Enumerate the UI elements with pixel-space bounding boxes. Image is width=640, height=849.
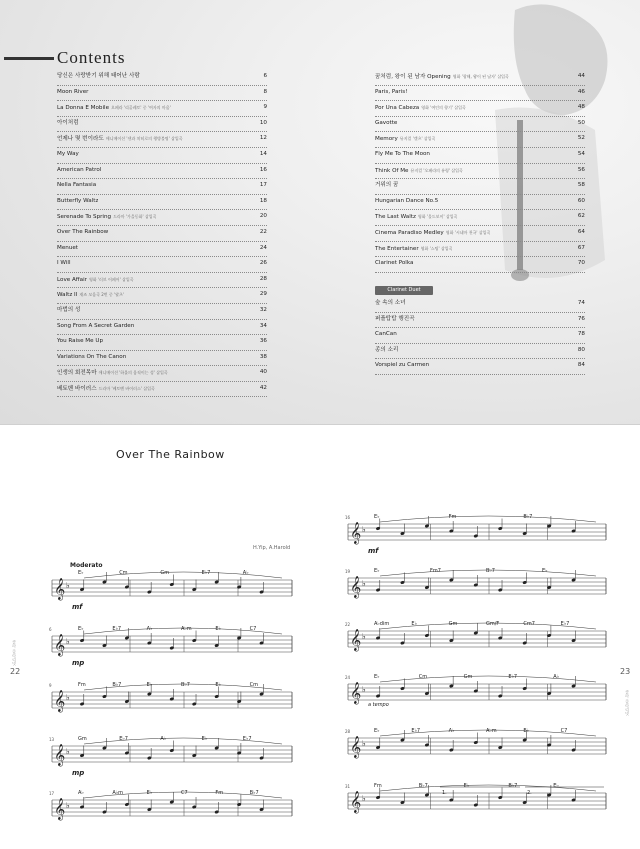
- chord-symbol: C7: [181, 790, 188, 796]
- page-number-left: 22: [10, 667, 21, 676]
- a-tempo-marking: a tempo: [368, 702, 389, 708]
- toc-entry-note: 영화 '시네마 천국' 삽입곡: [445, 229, 491, 235]
- chord-symbol: B♭7: [508, 783, 518, 789]
- treble-clef: 𝄞: [350, 522, 362, 544]
- song-title: Over The Rainbow: [116, 448, 225, 461]
- chord-symbol: A♭m: [112, 790, 123, 796]
- toc-entry-page: 48: [577, 104, 585, 111]
- toc-entry-page: 9: [263, 104, 267, 111]
- key-signature: ♭: [66, 637, 70, 646]
- chord-symbol: Gm: [448, 621, 458, 627]
- toc-entry-note: 드라마 '베토벤 바이러스' 삽입곡: [98, 385, 155, 391]
- toc-entry-note: 뮤지컬 '오페라의 유령' 삽입곡: [410, 167, 463, 173]
- key-signature: ♭: [362, 632, 366, 641]
- chord-symbol: B♭7: [249, 790, 259, 796]
- toc-entry-note: 드라마 '가을동화' 삽입곡: [113, 214, 157, 220]
- chord-symbol: A♭: [78, 790, 84, 796]
- toc-entry-note: 영화 '스팅' 삽입곡: [420, 245, 453, 251]
- toc-entry-page: 78: [577, 331, 585, 338]
- toc-entry-page: 67: [577, 244, 585, 251]
- chord-symbol: Gm: [160, 570, 170, 576]
- treble-clef: 𝄞: [54, 690, 66, 712]
- toc-entry-page: 84: [577, 362, 585, 369]
- toc-entry-title: The Last Waltz 영화 '올드보이' 삽입곡: [375, 214, 458, 221]
- toc-entry-title: Over The Rainbow: [57, 228, 109, 235]
- toc-entry-page: 42: [259, 384, 267, 391]
- toc-entry-title: You Raise Me Up: [57, 338, 103, 345]
- toc-entry-page: 10: [259, 119, 267, 126]
- chord-symbol: E♭: [201, 736, 208, 742]
- toc-entry-title: Love Affair 영화 '러브 어페어' 삽입곡: [57, 276, 134, 283]
- chord-symbol: E♭: [374, 674, 380, 680]
- side-label-right: 클라 클라리넷: [625, 690, 630, 716]
- key-signature: ♭: [66, 747, 70, 756]
- toc-entry-page: 16: [259, 166, 267, 173]
- chord-symbol: E♭: [215, 626, 221, 632]
- chord-symbol: Fm: [78, 682, 86, 688]
- measure-number: 16: [345, 515, 351, 520]
- toc-entry-title: My Way: [57, 150, 79, 157]
- toc-entry-page: 6: [263, 73, 267, 79]
- page-number-right: 23: [620, 667, 631, 676]
- chord-symbol: E♭: [542, 568, 548, 574]
- toc-entry-title: 꿈처럼, 왕이 된 남자 Opening 영화 '광해, 왕이 된 남자' 삽입곡: [375, 74, 509, 80]
- toc-entry-title: 숲 속의 소녀: [375, 300, 406, 306]
- chord-symbol: A♭m: [486, 728, 497, 734]
- chord-symbol: A♭: [448, 728, 455, 734]
- chord-symbol: E♭7: [119, 736, 128, 742]
- treble-clef: 𝄞: [54, 634, 66, 656]
- chord-symbol: E♭: [411, 621, 417, 627]
- chord-symbol: E♭: [146, 790, 153, 796]
- toc-entry-title: CanCan: [375, 331, 397, 338]
- chord-symbol: Gm/F: [486, 621, 500, 627]
- toc-entry-title: 언제나 몇 번이라도 애니메이션 '센과 치히로의 행방불명' 삽입곡: [57, 136, 183, 143]
- composer-credit: H.Yip, A.Harold: [253, 545, 291, 551]
- chord-symbol: A♭dim: [374, 621, 390, 627]
- toc-entry-note: 재즈 모음곡 2번 중 '왈츠': [79, 292, 124, 298]
- toc-entry-title: 퍼플탑탑 행진곡: [375, 315, 415, 322]
- toc-entry-title: 마법의 성: [57, 306, 81, 313]
- treble-clef: 𝄞: [350, 791, 362, 813]
- toc-entry-page: 50: [577, 119, 585, 126]
- toc-entry-note: 오페라 '리골레토' 중 '여자의 마음': [111, 105, 171, 111]
- toc-entry-page: 14: [259, 150, 267, 157]
- toc-entry-title: 거위의 꿈: [375, 182, 399, 189]
- chord-symbol: E♭: [146, 682, 153, 688]
- toc-entry-title: 인생의 회전목마 애니메이션 '하울의 움직이는 성' 삽입곡: [57, 370, 168, 377]
- toc-entry-note: 영화 '광해, 왕이 된 남자' 삽입곡: [452, 74, 509, 79]
- toc-entry-note: 애니메이션 '센과 치히로의 행방불명' 삽입곡: [105, 136, 183, 142]
- chord-symbol: E♭: [374, 728, 380, 734]
- toc-entry-title: Paris, Paris!: [375, 88, 408, 95]
- chord-symbol: B♭7: [486, 568, 495, 574]
- toc-entry-page: 62: [577, 213, 585, 220]
- measure-number: 19: [345, 569, 351, 574]
- toc-entry-page: 64: [577, 228, 585, 235]
- treble-clef: 𝄞: [350, 736, 362, 758]
- toc-entry-page: 36: [259, 338, 267, 345]
- chord-symbol: Fm: [448, 514, 457, 520]
- treble-clef: 𝄞: [54, 744, 66, 766]
- side-label-left: 클라 클라리넷: [12, 640, 17, 666]
- volta-2: 2.: [527, 790, 532, 796]
- chord-symbol: E♭: [78, 626, 84, 632]
- slur: [380, 785, 596, 791]
- chord-symbol: E♭7: [112, 626, 122, 632]
- measure-number: 17: [49, 791, 55, 796]
- toc-entry-note: 영화 '올드보이' 삽입곡: [417, 214, 458, 220]
- key-signature: ♭: [362, 794, 366, 803]
- toc-entry-page: 58: [577, 182, 585, 189]
- toc-entry-page: 22: [259, 228, 267, 235]
- chord-symbol: A♭m: [181, 626, 192, 632]
- chord-symbol: C7: [249, 626, 257, 632]
- toc-entry-title: Fly Me To The Moon: [375, 150, 430, 157]
- chord-symbol: A♭: [146, 626, 153, 632]
- toc-entry-title: 아이처럼: [57, 119, 79, 126]
- toc-entry-page: 34: [259, 322, 267, 329]
- chord-symbol: E♭: [215, 682, 221, 688]
- measure-number: 24: [345, 675, 351, 680]
- chord-symbol: E♭: [553, 783, 559, 789]
- key-signature: ♭: [66, 581, 70, 590]
- chord-symbol: Fm: [215, 790, 224, 796]
- toc-entry-page: 28: [259, 275, 267, 282]
- toc-entry-page: 80: [577, 346, 585, 353]
- toc-entry-page: 60: [577, 197, 585, 204]
- chord-symbol: C7: [560, 728, 568, 734]
- slur: [84, 738, 282, 744]
- chord-symbol: A♭: [553, 674, 559, 680]
- dynamic-marking: mf: [368, 547, 379, 555]
- chord-symbol: E♭: [374, 514, 380, 520]
- toc-entry-note: 애니메이션 '하울의 움직이는 성' 삽입곡: [98, 370, 168, 376]
- toc-entry-title: Moon River: [57, 88, 89, 95]
- measure-number: 22: [345, 622, 351, 627]
- toc-entry-page: 56: [577, 166, 585, 173]
- key-signature: ♭: [362, 739, 366, 748]
- chord-symbol: B♭7: [112, 682, 122, 688]
- toc-entry-title: The Entertainer 영화 '스팅' 삽입곡: [375, 245, 453, 252]
- toc-entry-title: Waltz II 재즈 모음곡 2번 중 '왈츠': [57, 292, 124, 299]
- toc-entry-page: 70: [577, 260, 585, 267]
- toc-entry-page: 17: [259, 182, 267, 189]
- toc-entry-title: Hungarian Dance No.5: [375, 197, 439, 204]
- chord-symbol: E♭7: [242, 736, 252, 742]
- toc-entry-note: 뮤지컬 '캣츠' 삽입곡: [399, 136, 436, 142]
- key-signature: ♭: [362, 525, 366, 534]
- toc-entry-title: Song From A Secret Garden: [57, 322, 135, 329]
- toc-entry-title: Menuet: [57, 244, 78, 251]
- chord-symbol: E♭7: [411, 728, 421, 734]
- toc-entry-title: Vorspiel zu Carmen: [375, 362, 430, 369]
- toc-entry-page: 40: [259, 369, 267, 376]
- chord-symbol: E♭: [374, 568, 380, 574]
- toc-entry-page: 44: [577, 73, 585, 79]
- toc-entry-note: 영화 '여인의 향기' 삽입곡: [421, 105, 466, 111]
- dynamic-marking: mf: [72, 603, 83, 611]
- chord-symbol: E♭7: [508, 674, 518, 680]
- key-signature: ♭: [362, 685, 366, 694]
- chord-symbol: B♭7: [523, 514, 533, 520]
- chord-symbol: E♭7: [560, 621, 570, 627]
- treble-clef: 𝄞: [350, 629, 362, 651]
- duet-section-label: Clarinet Duet: [375, 286, 433, 295]
- treble-clef: 𝄞: [54, 798, 66, 820]
- measure-number: 9: [49, 683, 52, 688]
- toc-entry-note: 영화 '러브 어페어' 삽입곡: [88, 276, 134, 282]
- chord-symbol: Fm: [374, 783, 382, 789]
- chord-symbol: E♭: [78, 570, 84, 576]
- toc-entry-page: 32: [259, 306, 267, 313]
- treble-clef: 𝄞: [54, 578, 66, 600]
- chord-symbol: B♭7: [181, 682, 190, 688]
- chord-symbol: Fm7: [430, 568, 441, 574]
- toc-entry-page: 8: [263, 88, 267, 95]
- measure-number: 28: [345, 729, 351, 734]
- chord-symbol: A♭: [242, 570, 249, 576]
- chord-symbol: Cm: [119, 570, 128, 576]
- toc-entry-page: 54: [577, 150, 585, 157]
- toc-entry-page: 52: [577, 135, 585, 142]
- toc-entry-title: La Donna E Mobile 오페라 '리골레토' 중 '여자의 마음': [57, 105, 171, 112]
- chord-symbol: Cm7: [523, 621, 535, 627]
- key-signature: ♭: [66, 693, 70, 702]
- key-signature: ♭: [362, 579, 366, 588]
- toc-entry-page: 20: [259, 213, 267, 220]
- toc-entry-title: Memory 뮤지컬 '캣츠' 삽입곡: [375, 136, 436, 143]
- slur: [380, 676, 596, 682]
- toc-entry-title: Cinema Paradiso Medley 영화 '시네마 천국' 삽입곡: [375, 229, 491, 236]
- toc-entry-title: Serenade To Spring 드라마 '가을동화' 삽입곡: [57, 214, 157, 221]
- measure-number: 13: [49, 737, 55, 742]
- toc-entry-title: 종의 소리: [375, 346, 399, 353]
- toc-entry-title: Think Of Me 뮤지컬 '오페라의 유령' 삽입곡: [375, 167, 463, 174]
- chord-symbol: Cm: [418, 674, 428, 680]
- slur: [380, 516, 596, 522]
- volta-1: 1.: [442, 790, 447, 796]
- toc-entry-title: American Patrol: [57, 166, 102, 173]
- treble-clef: 𝄞: [350, 682, 362, 704]
- toc-entry-page: 46: [577, 88, 585, 95]
- toc-entry-title: I Will: [57, 260, 71, 267]
- toc-entry-page: 29: [259, 291, 267, 298]
- toc-entry-title: Variations On The Canon: [57, 353, 127, 360]
- chord-symbol: E♭: [523, 728, 529, 734]
- chord-symbol: Gm: [463, 674, 473, 680]
- toc-entry-title: 베토벤 바이러스 드라마 '베토벤 바이러스' 삽입곡: [57, 385, 155, 392]
- key-signature: ♭: [66, 801, 70, 810]
- slur: [84, 572, 282, 578]
- chord-symbol: A♭: [160, 736, 167, 742]
- toc-entry-title: Butterfly Waltz: [57, 197, 99, 204]
- toc-entry-page: 38: [259, 353, 267, 360]
- dynamic-marking: mp: [72, 659, 85, 667]
- treble-clef: 𝄞: [350, 576, 362, 598]
- dynamic-marking: mp: [72, 769, 85, 777]
- chord-symbol: B♭7: [418, 783, 428, 789]
- measure-number: 31: [345, 784, 351, 789]
- toc-entry-page: 12: [259, 135, 267, 142]
- toc-entry-page: 74: [577, 300, 585, 306]
- chord-symbol: Gm: [78, 736, 87, 742]
- chord-symbol: Cm: [249, 682, 259, 688]
- toc-entry-title: Por Una Cabeza 영화 '여인의 향기' 삽입곡: [375, 105, 466, 112]
- toc-entry-page: 18: [259, 197, 267, 204]
- chord-symbol: E♭7: [201, 570, 211, 576]
- toc-entry-page: 76: [577, 315, 585, 322]
- toc-entry-title: Clarinet Polka: [375, 260, 414, 267]
- measure-number: 6: [49, 627, 52, 632]
- toc-entry-page: 26: [259, 260, 267, 267]
- toc-entry-title: Nella Fantasia: [57, 182, 97, 189]
- toc-entry-page: 24: [259, 244, 267, 251]
- chord-symbol: E♭: [463, 783, 470, 789]
- toc-entry-title: Gavotte: [375, 119, 398, 126]
- contents-heading: Contents: [57, 48, 126, 67]
- toc-entry-title: 당신은 사랑받기 위해 태어난 사람: [57, 73, 140, 79]
- tempo-marking: Moderato: [70, 562, 103, 569]
